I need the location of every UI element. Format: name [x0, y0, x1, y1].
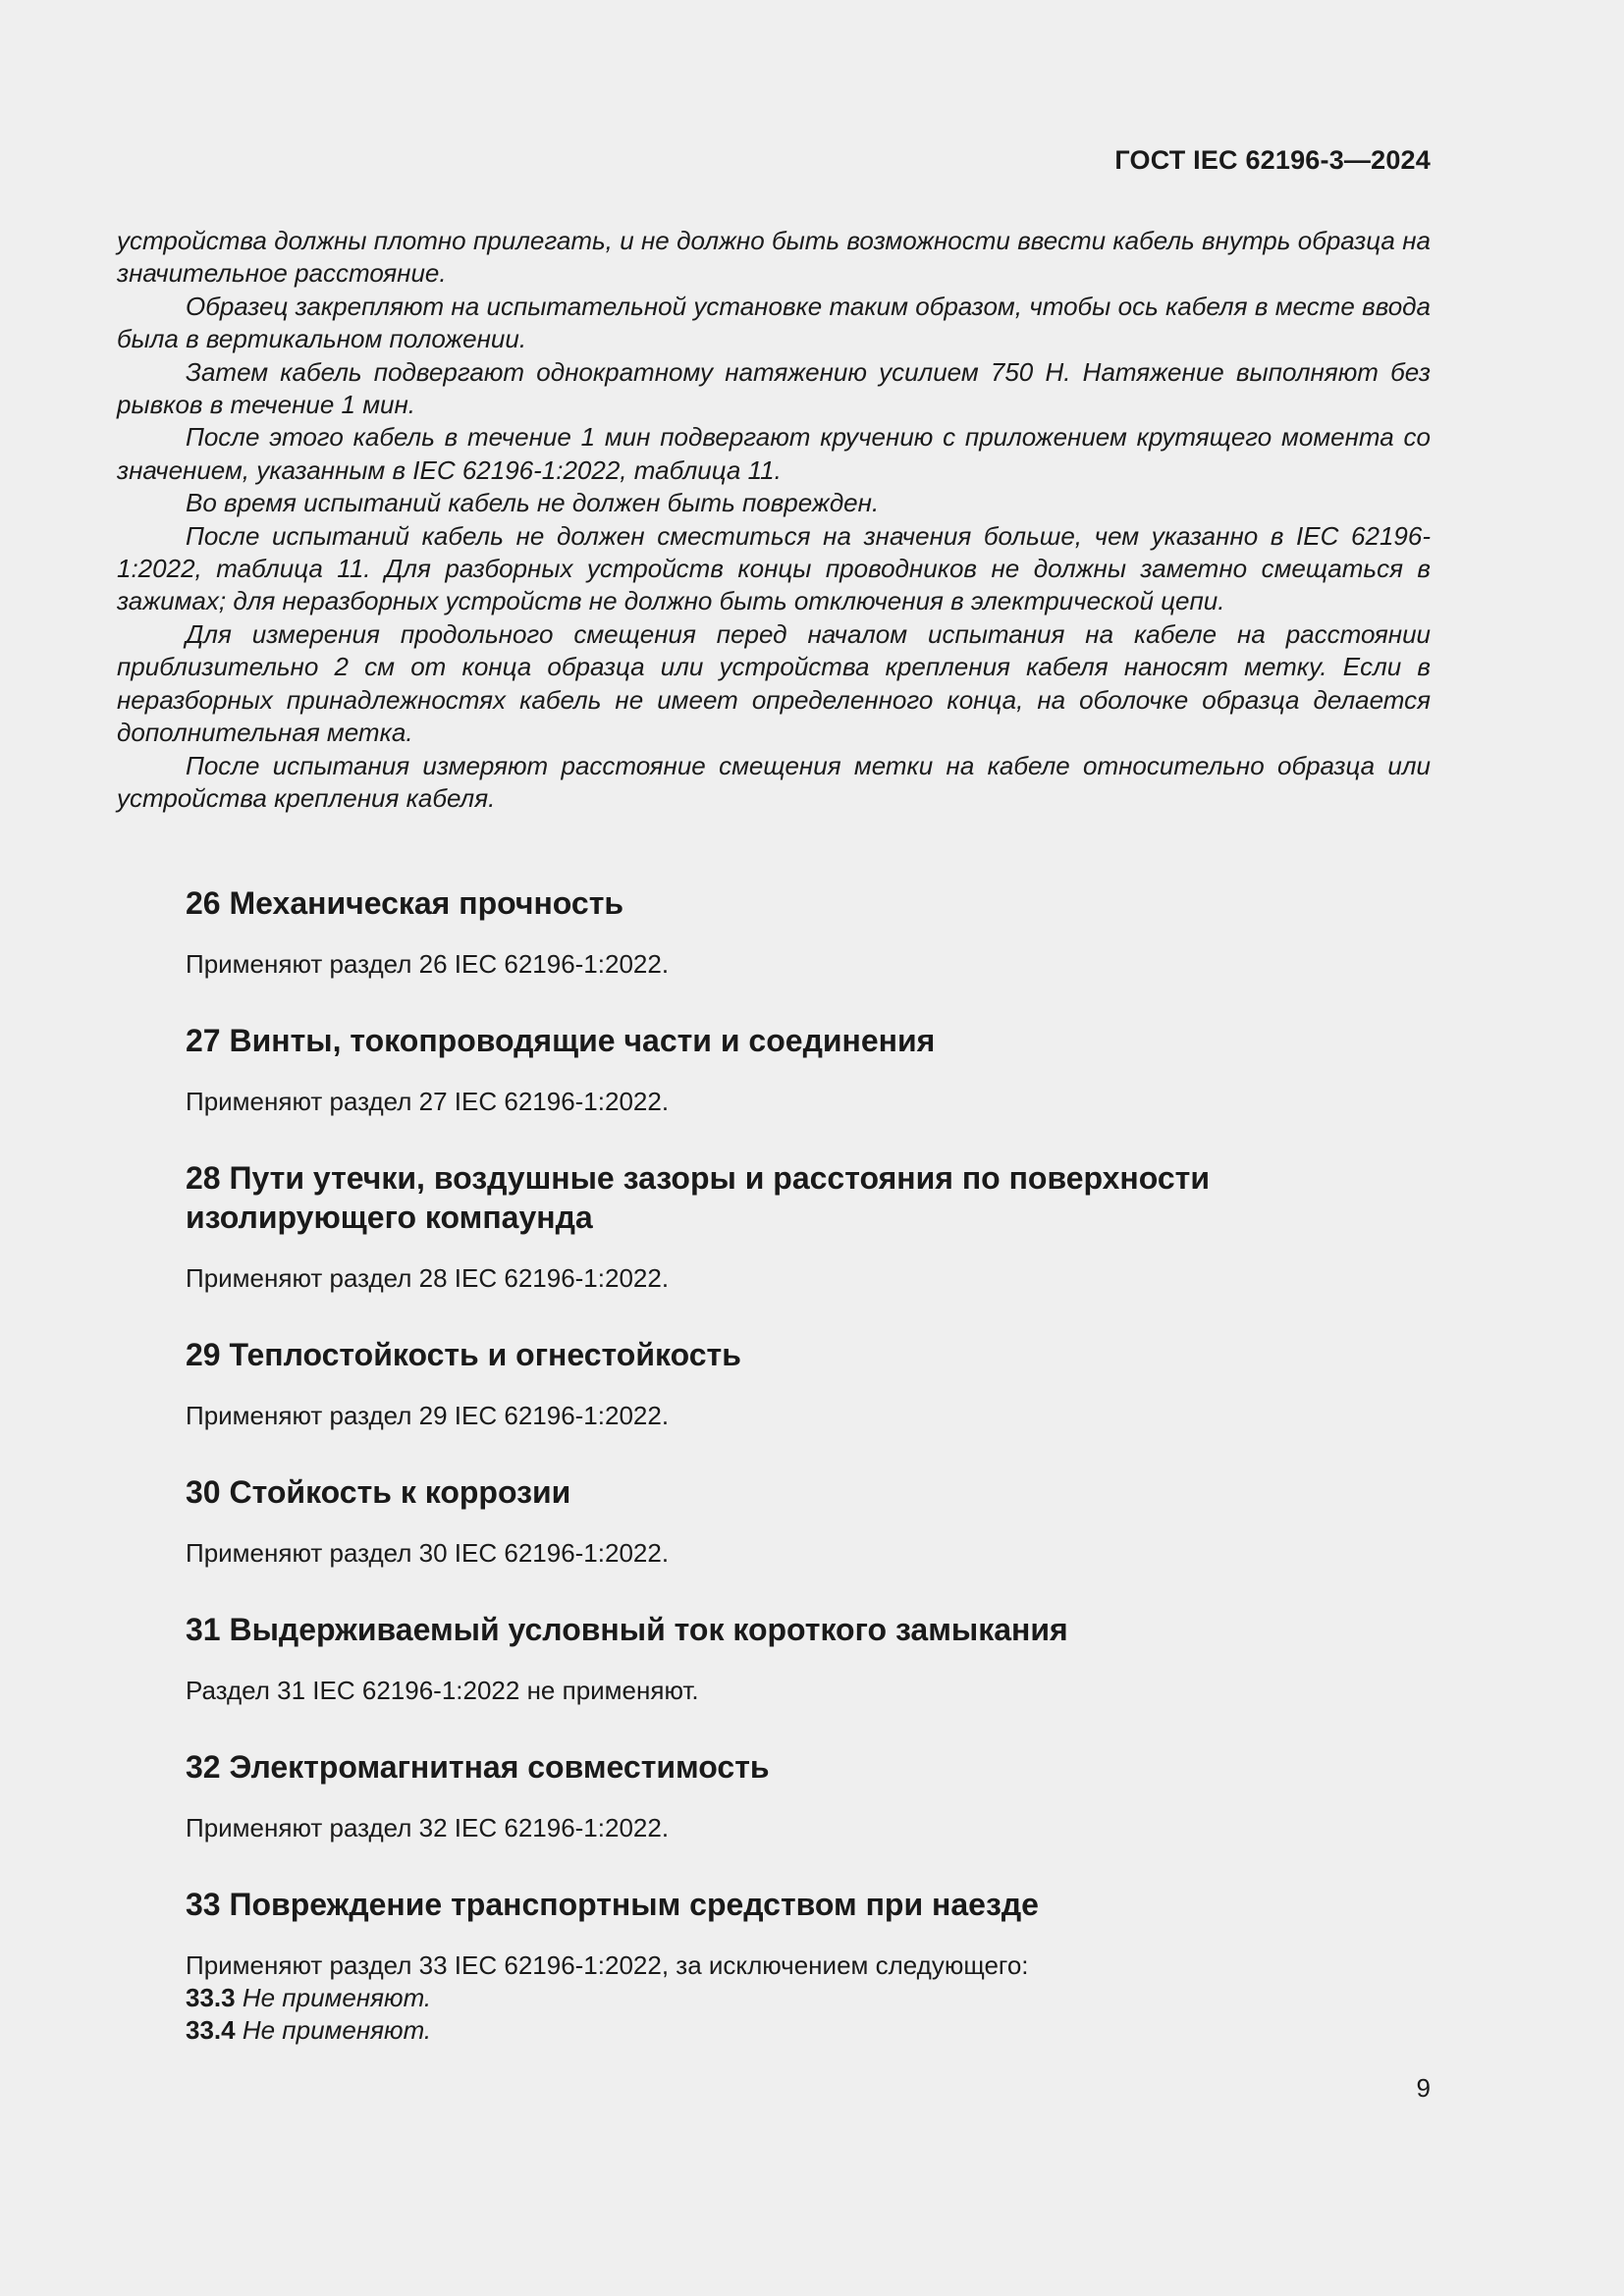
section-27	[186, 1021, 1364, 1118]
section-body: Применяют раздел 29 IEC 62196-1:2022.	[186, 1401, 670, 1430]
section-29	[186, 1335, 1364, 1432]
section-33	[186, 1885, 1364, 2047]
section-26	[186, 883, 1364, 981]
intro-paragraph: устройства должны плотно прилегать, и не должно быть возможности ввести кабель внутрь образца на значительное расстояние.	[117, 226, 1431, 289]
intro-paragraph: Для измерения продольного смещения перед началом испытания на кабеле на расстоянии приблизительно 2 см от конца образца или устройства крепления кабеля наносят метку. Если в неразборных принадлежностях кабель не имеет определенного конца, на оболочке образца делается дополнительная метка.	[117, 618, 1431, 748]
section-title: 28 Пути утечки, воздушные зазоры и расстояния по поверхности изолирующего компаунда	[186, 1160, 1211, 1235]
section-28	[186, 1158, 1364, 1295]
section-title: 29 Теплостойкость и огнестойкость	[186, 1337, 741, 1372]
intro-paragraph: После испытаний кабель не должен сместиться на значения больше, чем указанно в IEC 62196-1:2022, таблица 11. Для разборных устройств концы проводников не должны заметно смещаться в зажимах; для неразборных устройств не должно быть отключения в электрической цепи.	[117, 520, 1431, 616]
subclause-item	[186, 1982, 1364, 2014]
section-body: Применяют раздел 33 IEC 62196-1:2022, за исключением следующего:	[186, 1950, 1029, 1980]
document-header: ГОСТ IEC 62196-3—2024	[1114, 145, 1431, 175]
intro-paragraph: Образец закрепляют на испытательной установке таким образом, чтобы ось кабеля в месте ввода была в вертикальном положении.	[117, 291, 1431, 354]
section-title: 30 Стойкость к коррозии	[186, 1474, 571, 1510]
section-30	[186, 1472, 1364, 1570]
section-title: 26 Механическая прочность	[186, 885, 624, 921]
subclause-text: Не применяют.	[242, 1983, 432, 2012]
sections-list	[186, 883, 1364, 2047]
section-body: Применяют раздел 26 IEC 62196-1:2022.	[186, 949, 670, 979]
intro-paragraph: После этого кабель в течение 1 мин подвергают кручению с приложением крутящего момента со значением, указанным в IEC 62196-1:2022, таблица 11.	[117, 422, 1431, 485]
subclause-text: Не применяют.	[242, 2015, 432, 2045]
section-32	[186, 1747, 1364, 1844]
subclause-item	[186, 2014, 1364, 2047]
section-body: Применяют раздел 32 IEC 62196-1:2022.	[186, 1813, 670, 1842]
intro-paragraph: Затем кабель подвергают однократному натяжению усилием 750 Н. Натяжение выполняют без рывков в течение 1 мин.	[117, 356, 1431, 420]
subclause-number: 33.3	[186, 1983, 236, 2012]
section-body: Применяют раздел 28 IEC 62196-1:2022.	[186, 1263, 670, 1293]
section-title: 31 Выдерживаемый условный ток короткого замыкания	[186, 1612, 1068, 1647]
section-31	[186, 1610, 1364, 1707]
section-body: Раздел 31 IEC 62196-1:2022 не применяют.	[186, 1676, 699, 1705]
section-title: 27 Винты, токопроводящие части и соединения	[186, 1023, 936, 1058]
subclause-number: 33.4	[186, 2015, 236, 2045]
section-title: 32 Электромагнитная совместимость	[186, 1749, 770, 1785]
intro-paragraph: Во время испытаний кабель не должен быть поврежден.	[186, 488, 880, 518]
intro-text-block	[117, 225, 1431, 815]
section-body: Применяют раздел 27 IEC 62196-1:2022.	[186, 1087, 670, 1116]
page-number: 9	[1416, 2073, 1431, 2103]
intro-paragraph: После испытания измеряют расстояние смещения метки на кабеле относительно образца или устройства крепления кабеля.	[117, 750, 1431, 813]
section-body: Применяют раздел 30 IEC 62196-1:2022.	[186, 1538, 670, 1568]
section-title: 33 Повреждение транспортным средством при наезде	[186, 1887, 1039, 1922]
